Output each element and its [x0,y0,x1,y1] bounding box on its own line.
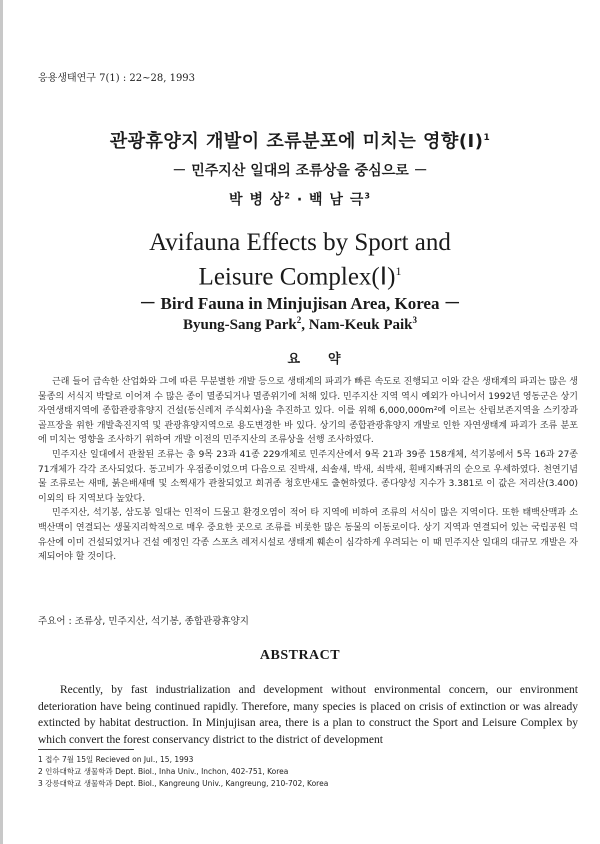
author-1-korean: 박 병 상 [229,192,285,208]
korean-abstract-heading: 요약 [287,352,369,367]
title-english-footnote-mark: 1 [395,264,402,278]
title-korean-text: 관광휴양지 개발이 조류분포에 미치는 영향(Ⅰ) [109,131,484,152]
footnote-3: 3 강릉대학교 생물학과 Dept. Biol., Kangreung Univ., Kangreung, 210-702, Korea [38,779,329,788]
authors-korean [0,189,600,209]
footnote-2: 2 인하대학교 생물학과 Dept. Biol., Inha Univ., Inchon, 402-751, Korea [38,767,289,776]
korean-abstract-paragraph-2: 민주지산 일대에서 관찰된 조류는 총 9목 23과 41종 229개체로 민주지산에서 9목 21과 39종 158개체, 석기봉에서 5목 16과 27종 71개체가 각각 조사되었다. 동고비가 우점종이었으며 다음으로 진박새, 쇠솔새, 박새, 쇠박새, 흰배지빠귀의 순으로 우세하였다. 천연기념물 조류로는 새매, 붉은배새매 및 소쩍새가 관찰되었고 희귀종 청호반새도 출현하였다. 종다양성 지수가 3.381로 이 값은 저리산(3.400) 이외의 타 지역보다 높았다. [38,449,578,504]
author-2-english: Nam-Keuk Paik [308,317,413,333]
title-english-line-2-wrap [0,257,600,291]
title-english [0,228,600,291]
footnotes [38,754,328,790]
footnote-1: 1 접수 7월 15일 Recieved on Jul., 15, 1993 [38,755,194,764]
author-1-english-mark: 2 [296,315,302,325]
author-2-english-mark: 3 [412,315,418,325]
title-english-line-2: Leisure Complex(Ⅰ) [198,263,396,291]
author-1-english: Byung-Sang Park [182,317,297,333]
footnote-divider [38,749,134,750]
title-korean [0,127,600,153]
title-korean-footnote-mark: 1 [483,133,491,143]
korean-abstract-paragraph-3: 민주지산, 석기봉, 삼도봉 일대는 인적이 드물고 환경오염이 적어 타 지역에 비하여 조류의 서식이 많은 지역이다. 또한 태백산맥과 소백산맥이 연결되는 생물지리학적으로 매우 중요한 곳으로 조류를 비롯한 많은 동물의 이동로이다. 상기 지역과 연결되어 있는 국립공원 덕유산에 이미 건설되었거나 건설 예정인 각종 스포츠 레저시설로 생태계 훼손이 심각하게 우려되는 이 때 민주지산 일대의 대규모 개발은 자제되어야 할 것이다. [38,508,578,563]
author-separator-english: , [301,317,309,333]
author-1-korean-mark: 2 [284,191,291,201]
subtitle-korean: － 민주지산 일대의 조류상을 중심으로 － [172,163,428,179]
korean-abstract [38,375,578,565]
subtitle-english: － Bird Fauna in Minjujisan Area, Korea － [139,294,461,313]
korean-abstract-paragraph-1: 근래 들어 급속한 산업화와 그에 따른 무분별한 개발 등으로 생태계의 파괴가 빠른 속도로 진행되고 이와 같은 생태계의 파괴는 많은 생물종의 서식지 박탈로 이어져 수 많은 종이 멸종되거나 멸종위기에 처해 있다. 민주지산 지역 역시 예외가 아니어서 1992년 영동군은 상기 자연생태지역에 종합관광휴양지 건설(동신레저 주식회사)을 추진하고 있다. 이를 위해 6,000,000m²에 이르는 산림보존지역을 스키장과 골프장을 위한 개발촉진지역 및 관광휴양지역으로 용도변경한 바 있다. 상기의 종합관광휴양지 개발로 인한 자연생태계 파괴가 조류 분포에 미치는 영향을 조사하기 위하여 개발 이전의 민주지산의 조류상을 선행 조사하였다. [38,377,578,446]
author-separator: · [290,192,310,208]
author-2-korean: 백 남 극 [309,192,365,208]
journal-reference: 응용생태연구 7(1) : 22~28, 1993 [38,73,196,84]
authors-english [0,315,600,334]
abstract-heading: ABSTRACT [259,648,341,663]
english-abstract: Recently, by fast industrialization and development without environmental concern, our environment deterioration have being continued rapidly. Therefore, many species is placed on crisis of extinction or was already extincted by habitat destruction. In Minjujisan area, there is a plan to construct the Sport and Leisure Complex by which convert the forest conservancy district to the district of development [38,684,578,746]
author-2-korean-mark: 3 [364,191,371,201]
keywords: 주요어 : 조류상, 민주지산, 석기봉, 종합관광휴양지 [38,616,249,627]
title-english-line-1: Avifauna Effects by Sport and [149,229,451,256]
